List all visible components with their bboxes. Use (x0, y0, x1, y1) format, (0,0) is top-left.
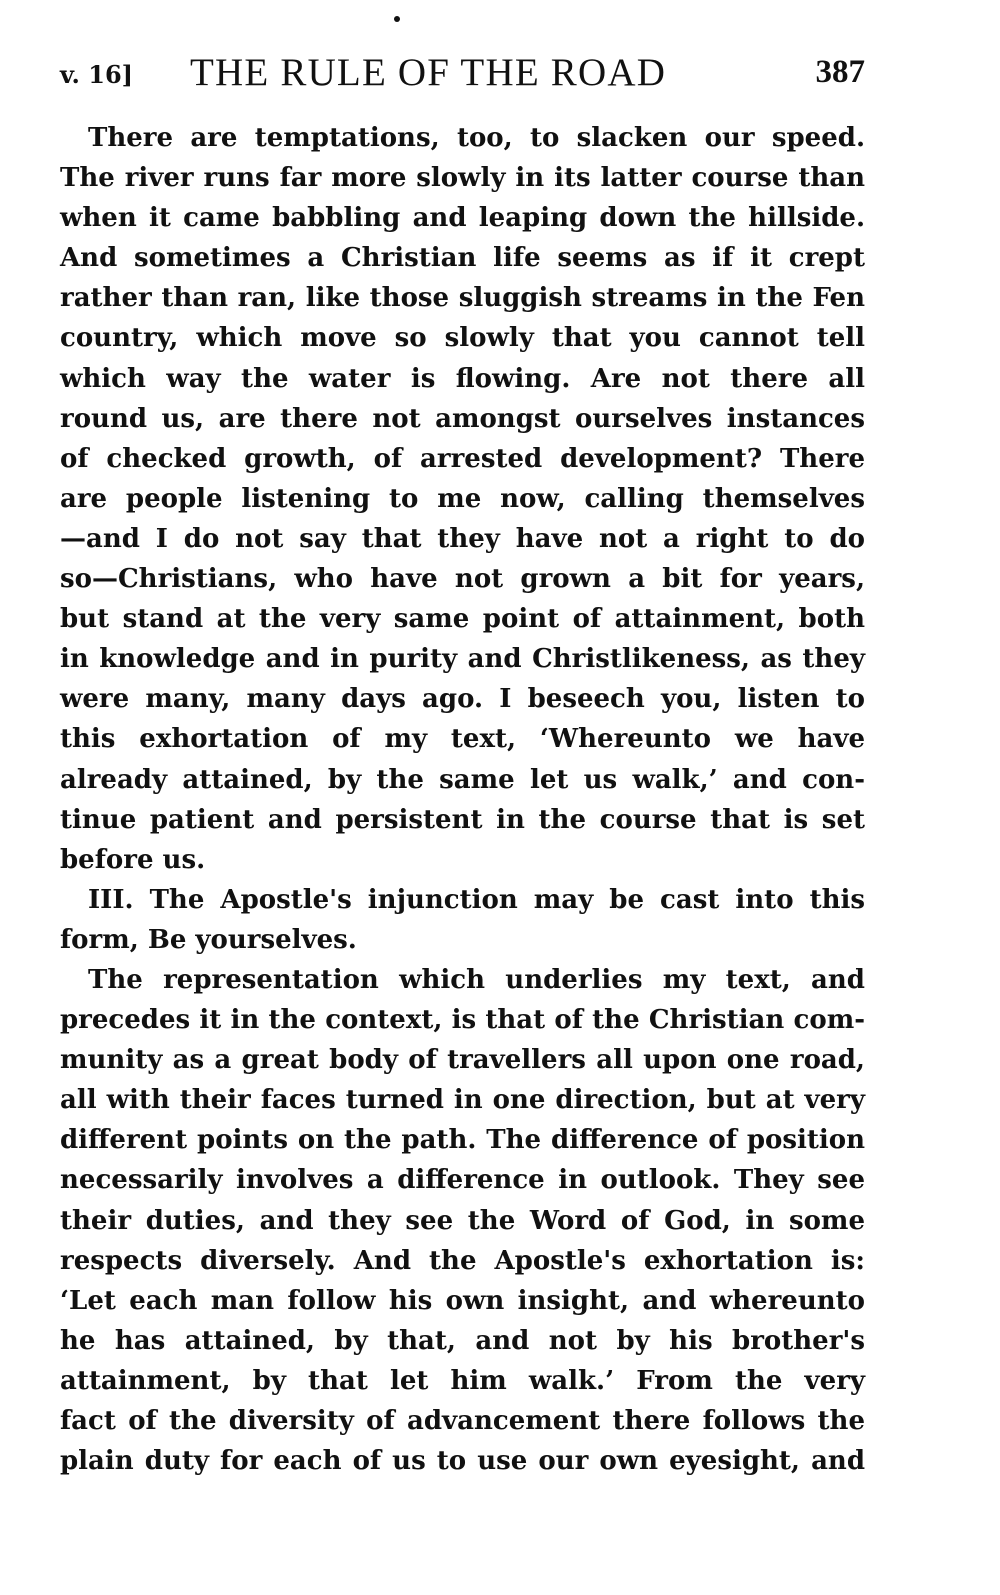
verse-reference: v. 16] (60, 60, 133, 89)
text-line: all with their faces turned in one direction, but at very (60, 1085, 865, 1116)
text-line: which way the water is flowing. Are not there all (60, 363, 865, 394)
text-line: necessarily involves a difference in outlook. They see (60, 1165, 865, 1196)
text-line: The representation which underlies my text, and (88, 964, 865, 995)
text-line: already attained, by the same let us walk,’ and con- (60, 764, 865, 795)
text-line: this exhortation of my text, ‘Whereunto we have (60, 724, 865, 755)
text-line: —and I do not say that they have not a right to do (60, 523, 865, 554)
text-line: precedes it in the context, is that of the Christian com- (60, 1005, 865, 1036)
text-line: when it came babbling and leaping down the hillside. (60, 203, 865, 234)
text-line: attainment, by that let him walk.’ From the very (60, 1365, 865, 1396)
text-line: he has attained, by that, and not by his brother's (60, 1325, 865, 1356)
text-line: respects diversely. And the Apostle's exhortation is: (60, 1245, 865, 1276)
text-line: rather than ran, like those sluggish streams in the Fen (60, 283, 865, 314)
text-line: tinue patient and persistent in the course that is set (60, 804, 865, 835)
text-line: fact of the diversity of advancement there follows the (60, 1406, 865, 1436)
text-line: but stand at the very same point of attainment, both (60, 604, 865, 635)
text-line: are people listening to me now, calling themselves (60, 483, 865, 514)
text-line: were many, many days ago. I beseech you, listen to (60, 684, 865, 715)
text-line: plain duty for each of us to use our own eyesight, and (60, 1446, 865, 1477)
text-line: And sometimes a Christian life seems as if it crept (60, 243, 865, 274)
running-header (60, 40, 865, 98)
top-dot-mark (394, 16, 400, 22)
page-body (60, 118, 865, 1481)
text-line: so—Christians, who have not grown a bit for years, (60, 564, 865, 595)
running-title: THE RULE OF THE ROAD (190, 51, 667, 94)
text-line: of checked growth, of arrested development? There (60, 443, 865, 474)
text-line: ‘Let each man follow his own insight, and whereunto (60, 1285, 865, 1316)
text-line: different points on the path. The difference of position (60, 1125, 865, 1156)
text-line: The river runs far more slowly in its latter course than (60, 163, 865, 194)
text-line: There are temptations, too, to slacken our speed. (88, 123, 865, 153)
text-line: in knowledge and in purity and Christlikeness, as they (60, 644, 865, 675)
text-line: before us. (60, 844, 206, 875)
text-line: country, which move so slowly that you cannot tell (60, 323, 865, 354)
text-line: munity as a great body of travellers all upon one road, (60, 1045, 865, 1076)
text-line: form, Be yourselves. (60, 924, 357, 955)
text-line: round us, are there not amongst ourselves instances (60, 403, 865, 434)
page-number: 387 (815, 54, 865, 90)
text-line: their duties, and they see the Word of God, in some (60, 1205, 865, 1236)
section-heading-line: III. The Apostle's injunction may be cast into this (88, 884, 865, 915)
